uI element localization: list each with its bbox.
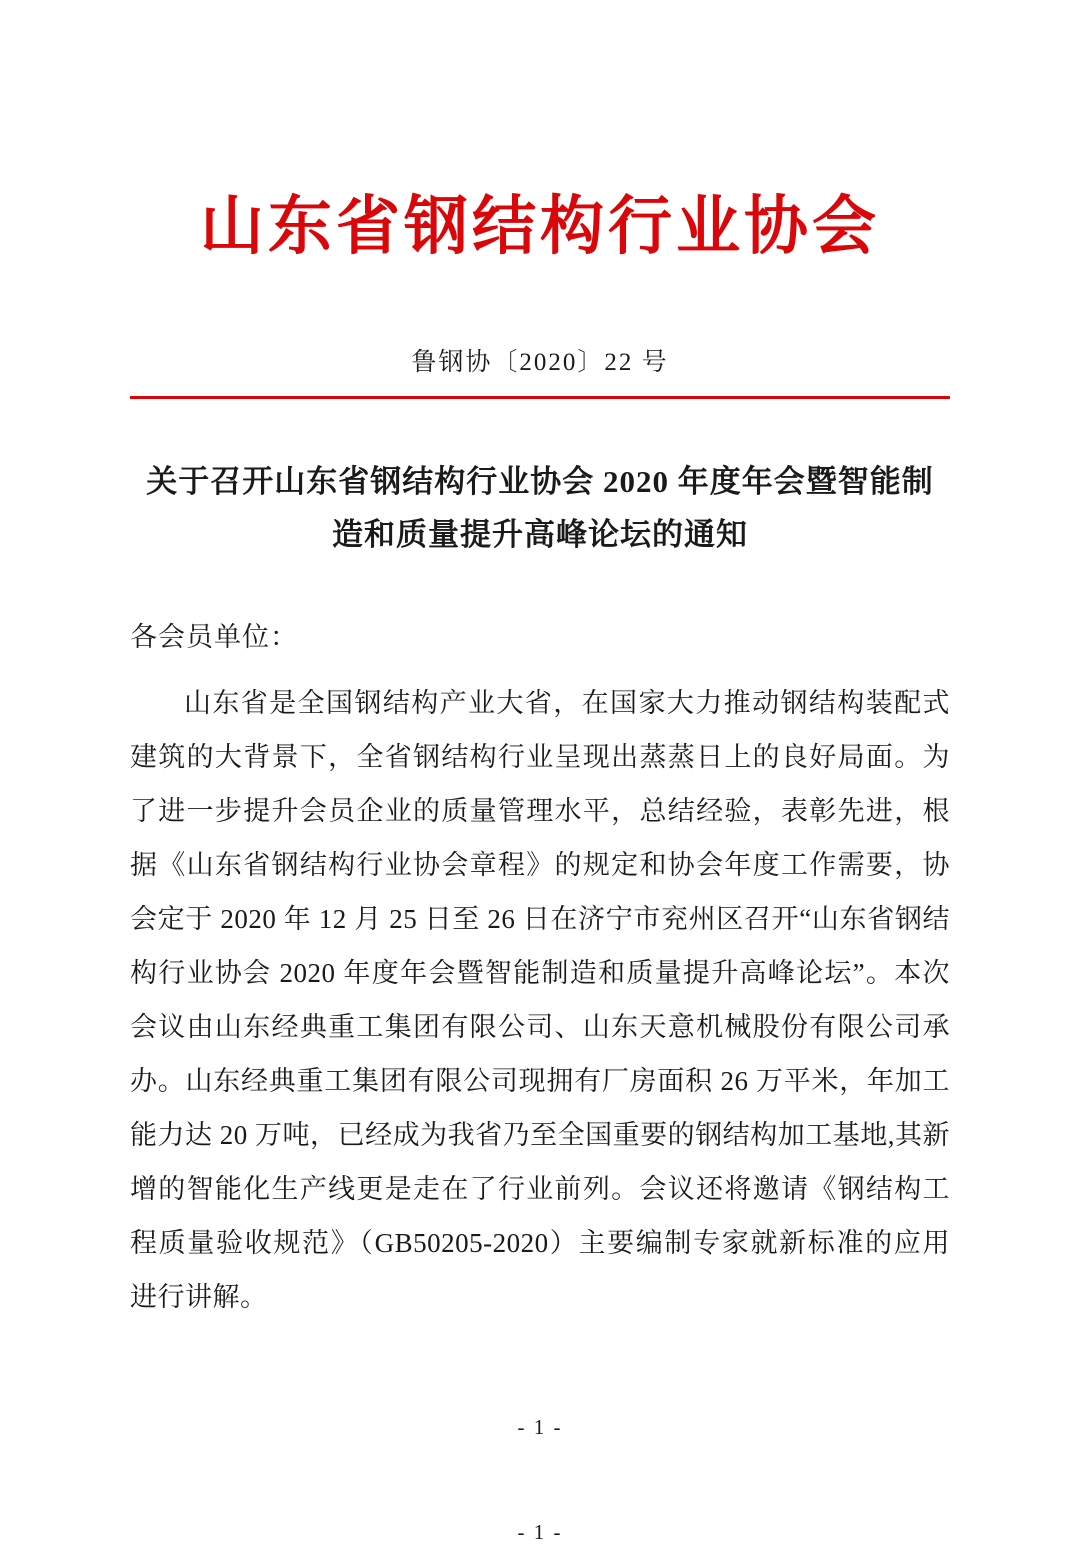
red-divider-rule [130, 396, 950, 399]
page-number-bottom: - 1 - [517, 1520, 563, 1544]
page-number-footer: - 1 - [517, 1415, 563, 1439]
organization-title: 山东省钢结构行业协会 [200, 191, 880, 262]
document-number: 鲁钢协〔2020〕22 号 [411, 348, 669, 376]
document-title: 关于召开山东省钢结构行业协会 2020 年度年会暨智能制造和质量提升高峰论坛的通知 [146, 463, 934, 552]
salutation-line: 各会员单位： [130, 622, 298, 653]
document-header [130, 0, 950, 264]
body-paragraph: 山东省是全国钢结构产业大省，在国家大力推动钢结构装配式建筑的大背景下，全省钢结构行业呈现出蒸蒸日上的良好局面。为了进一步提升会员企业的质量管理水平，总结经验，表彰先进，根据《山东省钢结构行业协会章程》的规定和协会年度工作需要，协会定于 2020 年 12 月 25 日至 26 日在济宁市兖州区召开“山东省钢结构行业协会 2020 年度年会暨智能制造和质量提升高峰论坛”。本次会议由山东经典重工集团有限公司、山东天意机械股份有限公司承办。山东经典重工集团有限公司现拥有厂房面积 26 万平米，年加工能力达 20 万吨，已经成为我省乃至全国重要的钢结构加工基地,其新增的智能化生产线更是走在了行业前列。会议还将邀请《钢结构工程质量验收规范》（GB50205-2020）主要编制专家就新标准的应用进行讲解。 [130, 687, 950, 1312]
